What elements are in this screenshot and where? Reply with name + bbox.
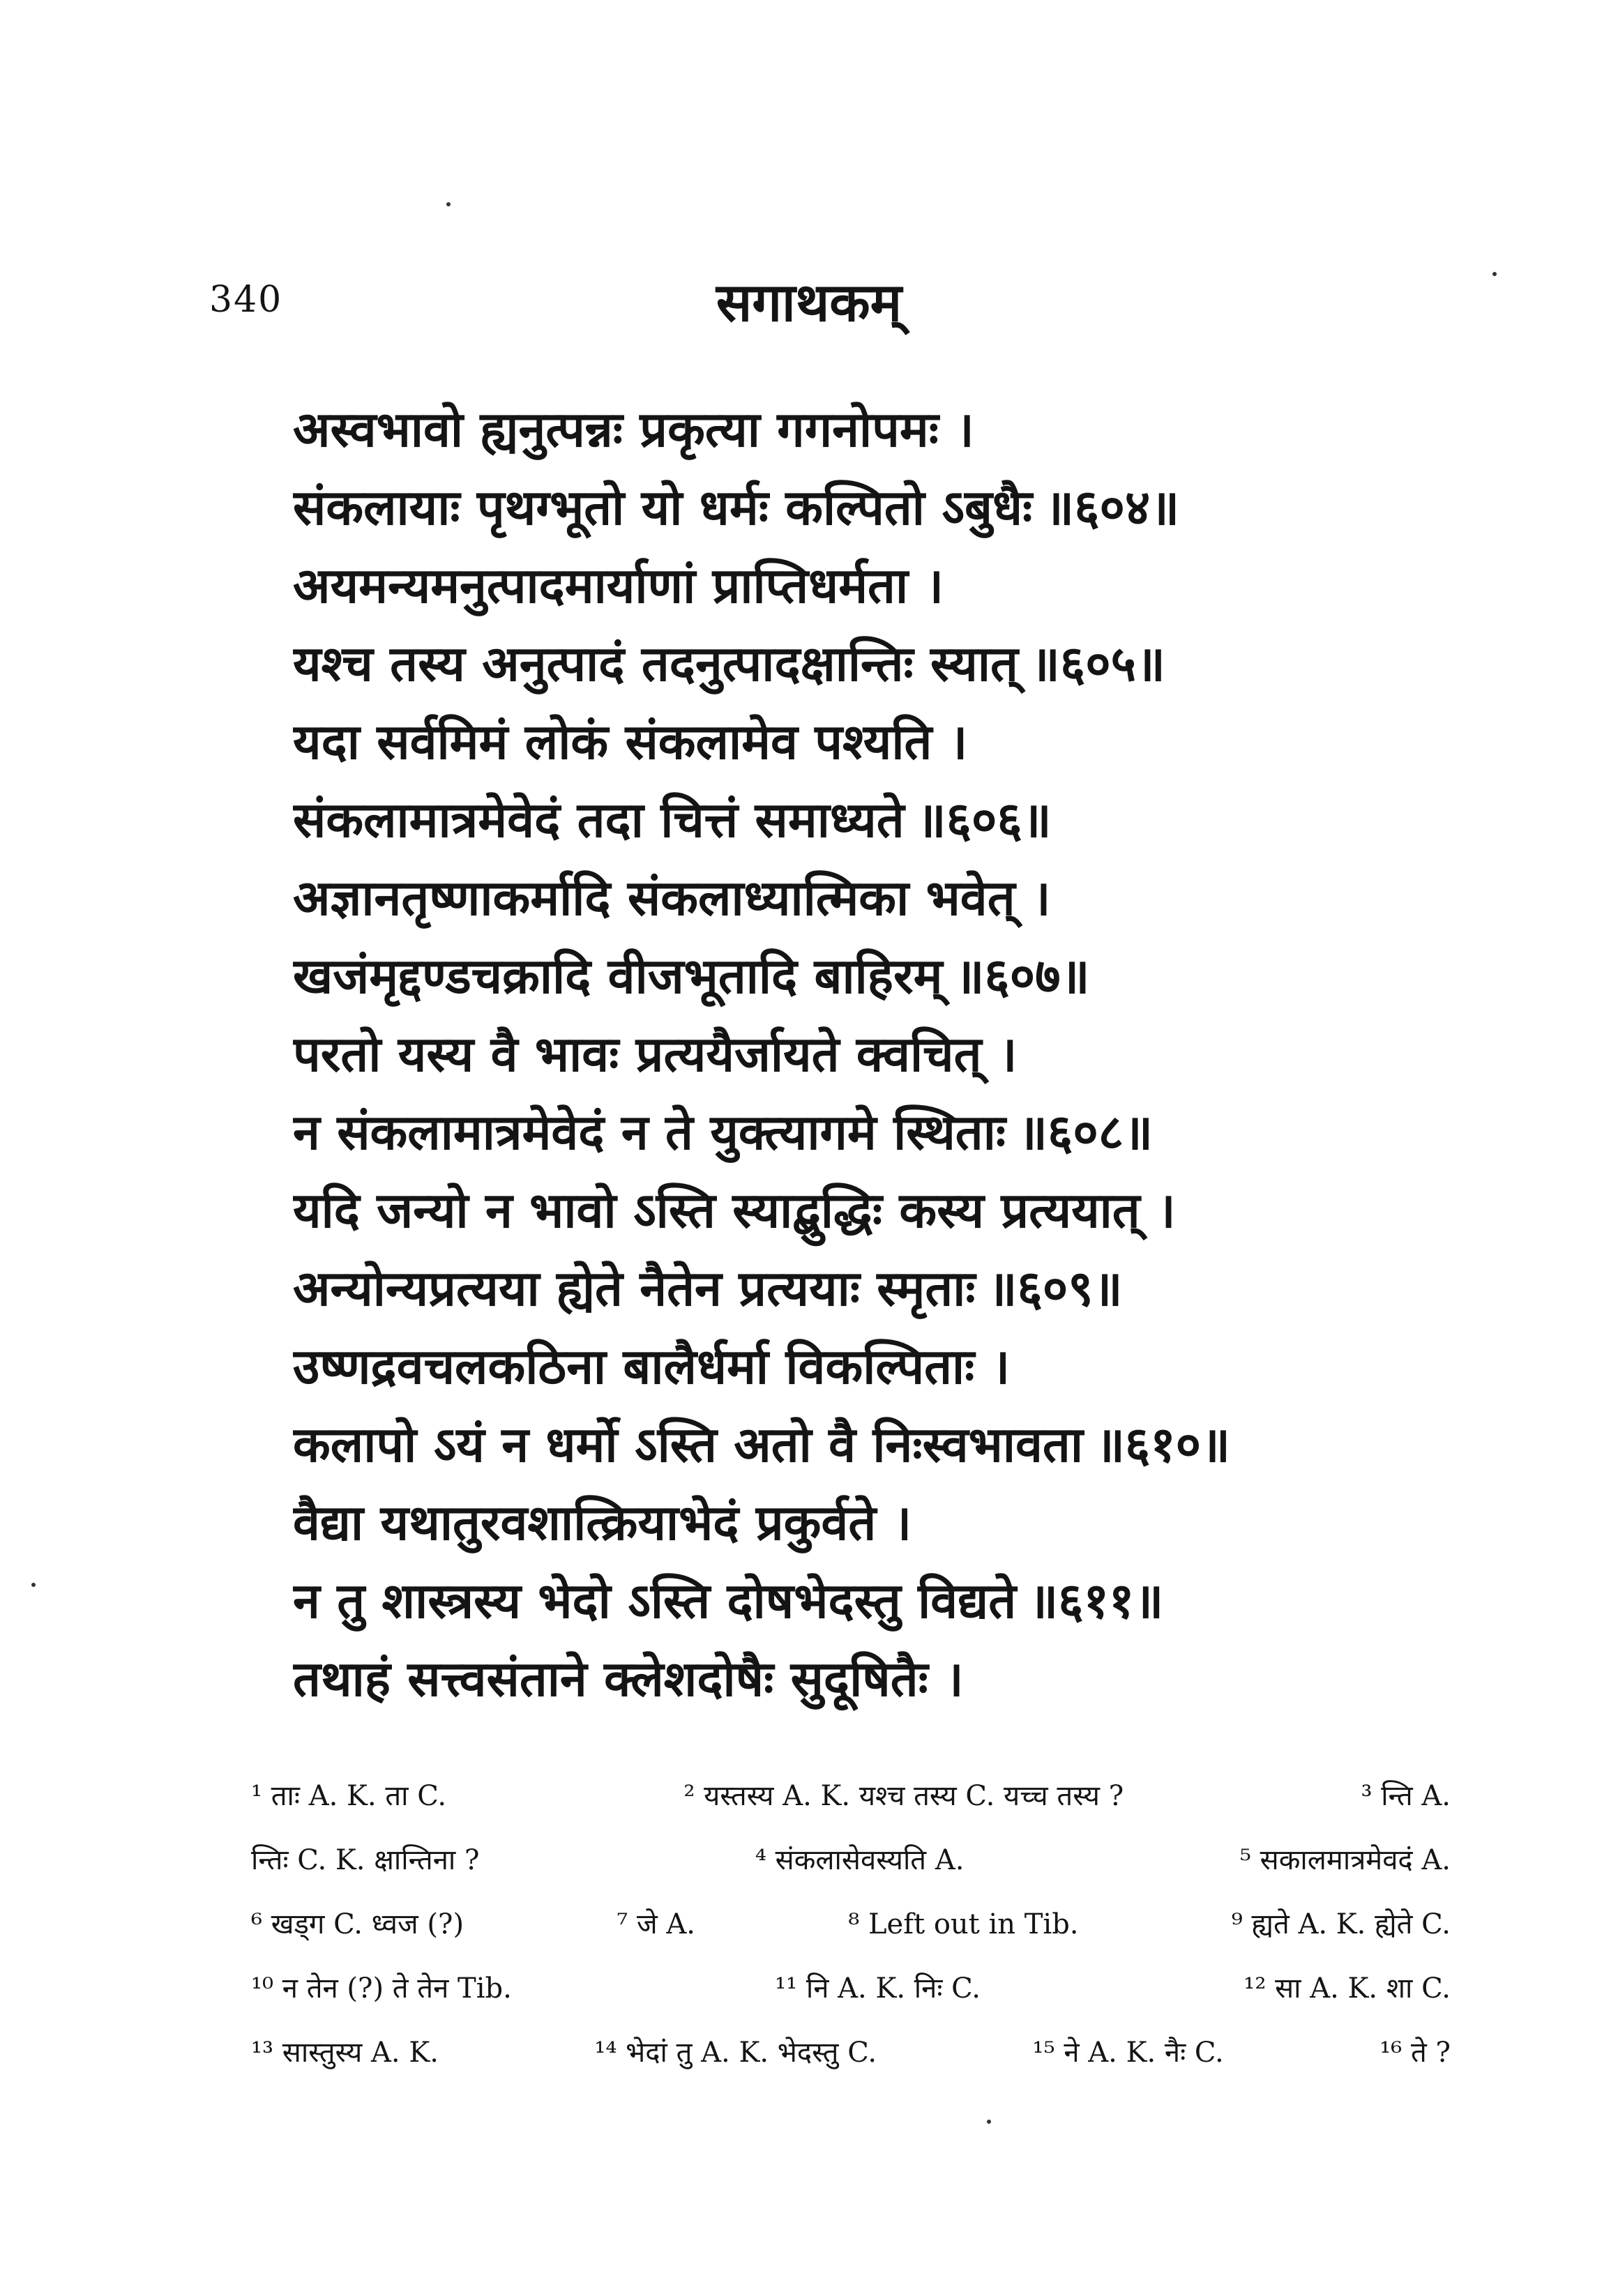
verse-number: ॥६०५॥ xyxy=(1030,634,1165,692)
verse-text: न तु शास्त्रस्य भेदो ऽस्ति दोषभेदस्तु विद्यते xyxy=(293,1572,1017,1629)
verse-text: परतो यस्य वै भावः प्रत्ययैर्जायते क्वचित् । xyxy=(293,1025,1018,1083)
footnote: ³ न्ति A. xyxy=(1361,1780,1451,1812)
scan-speck xyxy=(446,202,451,206)
verse-line xyxy=(293,547,1437,625)
verse-number: ॥६१०॥ xyxy=(1095,1415,1231,1473)
verse-text: संकलामात्रमेवेदं तदा चित्तं समाध्यते xyxy=(293,791,905,849)
verse-line xyxy=(293,781,1437,859)
footnote: ⁹ ह्यते A. K. ह्येते C. xyxy=(1231,1908,1451,1940)
verse-line xyxy=(293,625,1437,703)
verse-number: ॥६०७॥ xyxy=(955,947,1090,1005)
footnote: ⁴ संकलासेवस्यति A. xyxy=(755,1844,965,1876)
verse-text: तथाहं सत्त्वसंताने क्लेशदोषैः सुदूषितैः । xyxy=(293,1650,964,1708)
verse-text: न संकलामात्रमेवेदं न ते युक्त्यागमे स्थिताः xyxy=(293,1103,1006,1161)
verse-line xyxy=(293,1015,1437,1093)
footnote: ¹² सा A. K. शा C. xyxy=(1243,1972,1451,2005)
verse-line xyxy=(293,1093,1437,1171)
footnote: ⁸ Left out in Tib. xyxy=(848,1908,1079,1940)
verse-line xyxy=(293,1406,1437,1484)
verse-text: यश्च तस्य अनुत्पादं तदनुत्पादक्षान्तिः स्यात् xyxy=(293,634,1018,692)
verse-text: संकलायाः पृथग्भूतो यो धर्मः कल्पितो ऽबुधैः xyxy=(293,478,1033,536)
scan-speck xyxy=(987,2120,991,2124)
scan-speck xyxy=(31,1583,36,1587)
verse-number: ॥६०९॥ xyxy=(988,1259,1123,1317)
scan-speck xyxy=(1492,272,1497,276)
footnote: ⁷ जे A. xyxy=(617,1908,696,1940)
footnote-row xyxy=(251,2021,1451,2085)
footnote: ¹⁰ न तेन (?) ते तेन Tib. xyxy=(251,1972,512,2005)
verse-text: अज्ञानतृष्णाकर्मादि संकलाध्यात्मिका भवेत् । xyxy=(293,869,1051,927)
verse-line xyxy=(293,1562,1437,1640)
footnote: ¹ ताः A. K. ता C. xyxy=(251,1780,447,1812)
verse-line xyxy=(293,937,1437,1015)
verse-text: यदा सर्वमिमं लोकं संकलामेव पश्यति । xyxy=(293,713,968,770)
verse-line xyxy=(293,469,1437,547)
page-number: 340 xyxy=(209,279,283,321)
page-title: सगाथकम् xyxy=(716,271,902,333)
footnote: ¹³ सास्तुस्य A. K. xyxy=(251,2037,439,2069)
verse-line xyxy=(293,1328,1437,1406)
verse-number: ॥६०४॥ xyxy=(1045,478,1180,536)
footnote: ¹¹ नि A. K. निः C. xyxy=(775,1972,981,2005)
footnote-row xyxy=(251,1828,1451,1892)
verse-number: ॥६११॥ xyxy=(1029,1572,1164,1629)
verse-text: कलापो ऽयं न धर्मो ऽस्ति अतो वै निःस्वभावता xyxy=(293,1415,1083,1473)
verse-line xyxy=(293,1640,1437,1718)
verse-block xyxy=(293,390,1437,1718)
verse-line xyxy=(293,1249,1437,1328)
verse-line xyxy=(293,390,1437,469)
page-header xyxy=(0,265,1618,349)
verse-text: अयमन्यमनुत्पादमार्याणां प्राप्तिधर्मता । xyxy=(293,556,944,614)
footnotes xyxy=(251,1764,1451,2085)
footnote: न्तिः C. K. क्षान्तिना ? xyxy=(251,1844,480,1876)
verse-text: अस्वभावो ह्यनुत्पन्नः प्रकृत्या गगनोपमः । xyxy=(293,400,974,458)
verse-text: खजंमृद्दण्डचक्रादि वीजभूतादि बाहिरम् xyxy=(293,947,943,1005)
verse-number: ॥६०८॥ xyxy=(1018,1103,1154,1161)
footnote: ⁶ खड्ग C. ध्वज (?) xyxy=(251,1908,464,1940)
footnote: ¹⁶ ते ? xyxy=(1379,2037,1451,2069)
verse-line xyxy=(293,703,1437,781)
verse-line xyxy=(293,859,1437,937)
verse-text: वैद्या यथातुरवशात्क्रियाभेदं प्रकुर्वते । xyxy=(293,1493,912,1551)
verse-text: यदि जन्यो न भावो ऽस्ति स्याद्बुद्धिः कस्य प्रत्ययात् । xyxy=(293,1181,1176,1239)
footnote: ⁵ सकालमात्रमेवदं A. xyxy=(1239,1844,1451,1876)
footnote-row xyxy=(251,1956,1451,2021)
footnote-row xyxy=(251,1892,1451,1956)
verse-number: ॥६०६॥ xyxy=(916,791,1052,849)
verse-text: अन्योन्यप्रत्यया ह्येते नैतेन प्रत्ययाः स्मृताः xyxy=(293,1259,976,1317)
footnote: ² यस्तस्य A. K. यश्च तस्य C. यच्च तस्य ? xyxy=(683,1780,1124,1812)
footnote: ¹⁵ ने A. K. नैः C. xyxy=(1032,2037,1224,2069)
verse-line xyxy=(293,1484,1437,1562)
footnote-row xyxy=(251,1764,1451,1828)
verse-text: उष्णद्रवचलकठिना बालैर्धर्मा विकल्पिताः । xyxy=(293,1337,1011,1395)
footnote: ¹⁴ भेदां तु A. K. भेदस्तु C. xyxy=(594,2037,877,2069)
verse-line xyxy=(293,1171,1437,1249)
